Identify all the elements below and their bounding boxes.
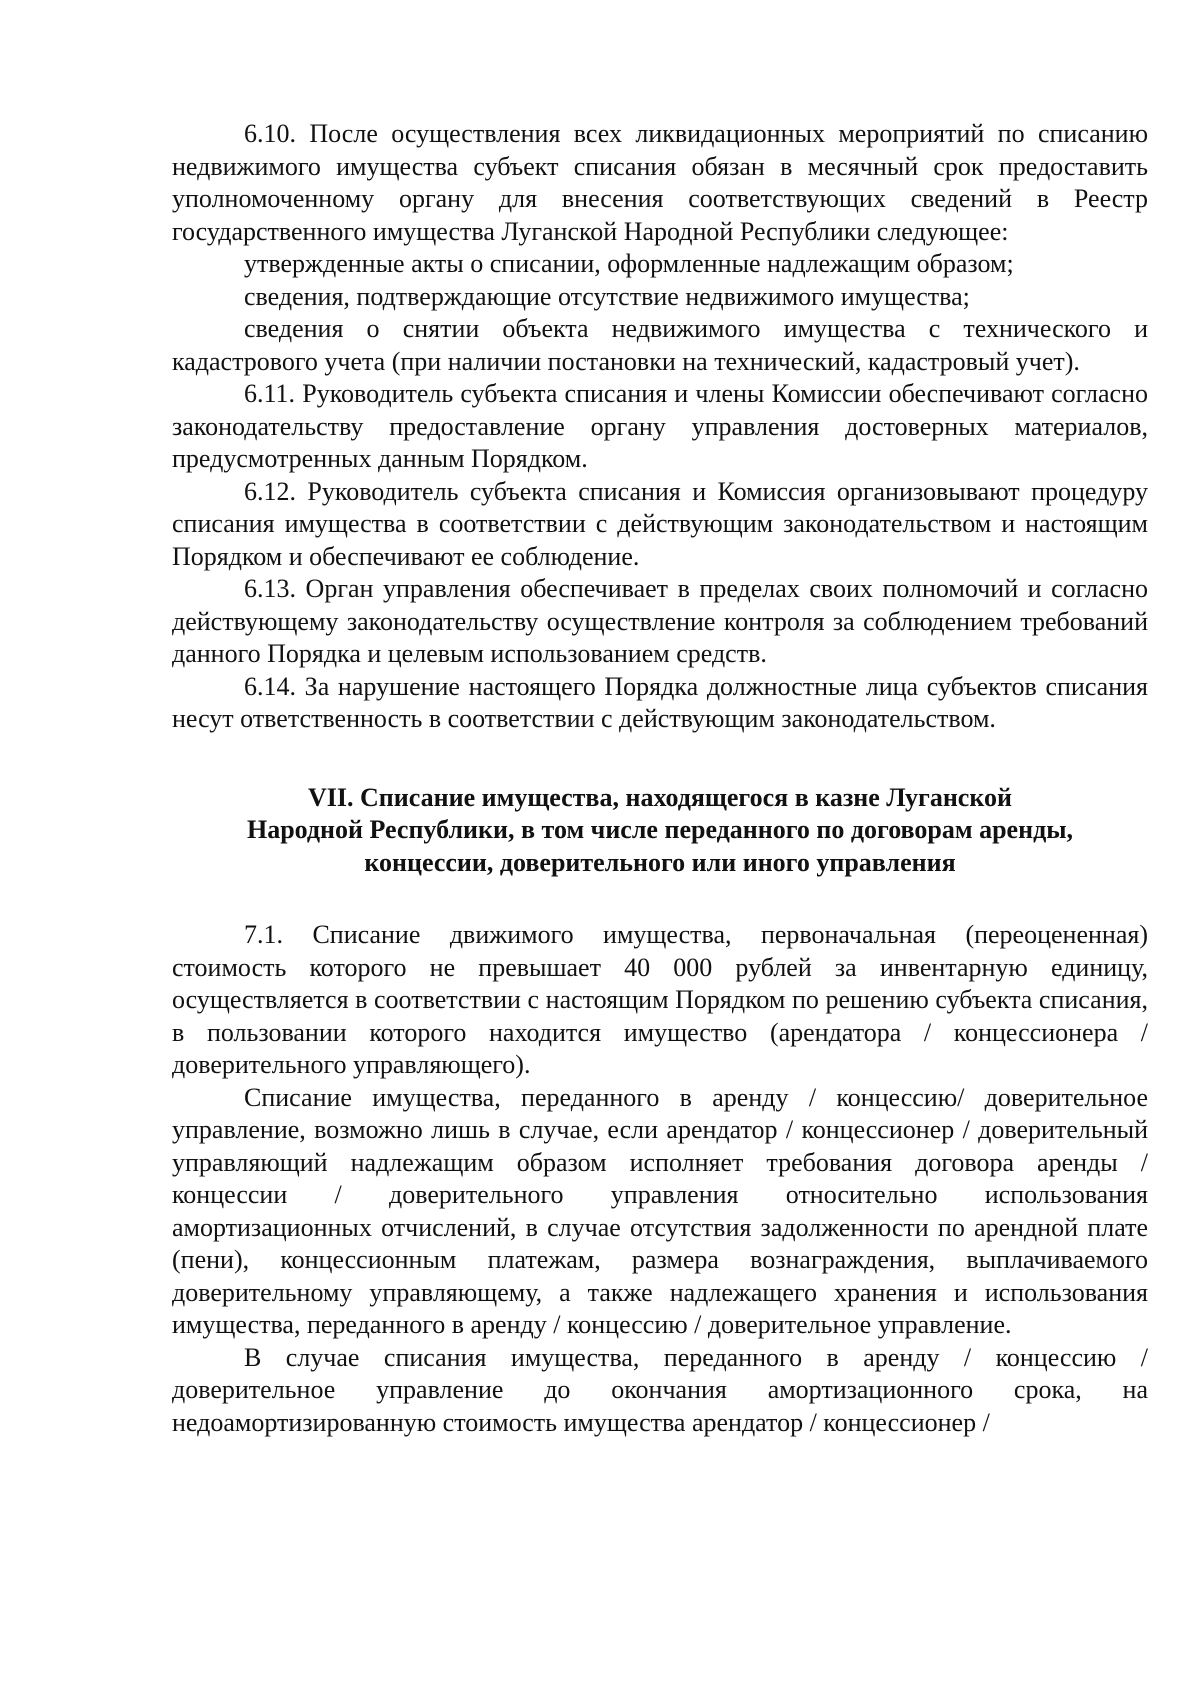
list-item-deregistration-info: сведения о снятии объекта недвижимого имущества с технического и кадастрового учета (при наличии постановки на технический, кадастровый учет).: [172, 314, 1148, 376]
paragraph-leased-property: Списание имущества, переданного в аренду / концессию/ доверительное управление, возможно лишь в случае, если арендатор / концессионер / доверительный управляющий надлежащим образом исполняет требования договора аренды / концессии / доверительного управления относительно использования амортизационных отчислений, в случае отсутствия задолженности по арендной плате (пени), концессионным платежам, размера вознаграждения, выплачиваемого доверительному управляющему, а также надлежащего хранения и использования имущества, переданного в аренду / концессию / доверительное управление.: [172, 1082, 1148, 1339]
document-body: [172, 118, 1148, 1439]
section-title-line: VII. Списание имущества, находящегося в казне Луганской: [308, 782, 1012, 812]
section-title-line: концессии, доверительного или иного управления: [364, 847, 956, 877]
paragraph-7-1: 7.1. Списание движимого имущества, первоначальная (переоцененная) стоимость которого не превышает 40 000 рублей за инвентарную единицу, осуществляется в соответствии с настоящим Порядком по решению субъекта списания, в пользовании которого находится имущество (арендатора / концессионера / доверительного управляющего).: [172, 920, 1148, 1079]
paragraph-6-11: 6.11. Руководитель субъекта списания и члены Комиссии обеспечивают согласно законодательству предоставление органу управления достоверных материалов, предусмотренных данным Порядком.: [172, 379, 1148, 473]
list-item-absence-info: сведения, подтверждающие отсутствие недвижимого имущества;: [244, 281, 970, 311]
section-title: [172, 782, 1148, 880]
section-title-line: Народной Республики, в том числе переданного по договорам аренды,: [246, 815, 1074, 844]
paragraph-6-12: 6.12. Руководитель субъекта списания и Комиссия организовывают процедуру списания имущества в соответствии с действующим законодательством и настоящим Порядком и обеспечивают ее соблюдение.: [172, 476, 1148, 571]
paragraph-6-14: 6.14. За нарушение настоящего Порядка должностные лица субъектов списания несут ответственность в соответствии с действующим законодательством.: [172, 671, 1148, 733]
paragraph-6-13: 6.13. Орган управления обеспечивает в пределах своих полномочий и согласно действующему законодательству осуществление контроля за соблюдением требований данного Порядка и целевым использованием средств.: [172, 574, 1148, 668]
paragraph-6-10: 6.10. После осуществления всех ликвидационных мероприятий по списанию недвижимого имущества субъект списания обязан в месячный срок предоставить уполномоченному органу для внесения соответствующих сведений в Реестр государственного имущества Луганской Народной Республики следующее:: [172, 119, 1148, 246]
paragraph-early-writeoff: В случае списания имущества, переданного в аренду / концессию / доверительное управление до окончания амортизационного срока, на недоамортизированную стоимость имущества арендатор / концессионер /: [172, 1342, 1148, 1437]
list-item-approved-acts: утвержденные акты о списании, оформленные надлежащим образом;: [244, 249, 1014, 278]
